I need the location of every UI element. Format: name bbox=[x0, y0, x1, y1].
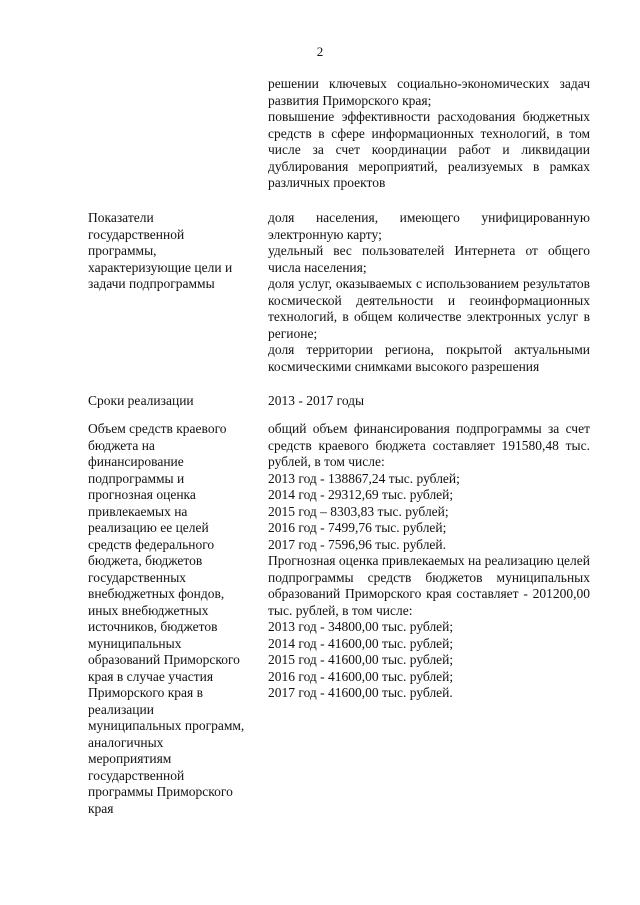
regional-year-2013: 2013 год - 138867,24 тыс. рублей; bbox=[268, 470, 460, 486]
regional-year-2016: 2016 год - 7499,76 тыс. рублей; bbox=[268, 520, 447, 535]
funding-label-line: программы Приморского bbox=[88, 784, 233, 799]
funding-details bbox=[268, 421, 590, 702]
regional-year-2014: 2014 год - 29312,69 тыс. рублей; bbox=[268, 487, 454, 502]
indicators-label-line: государственной bbox=[88, 226, 185, 242]
funding-label-line: Объем средств краевого bbox=[88, 421, 227, 436]
municipal-year-2015: 2015 год - 41600,00 тыс. рублей; bbox=[268, 652, 454, 667]
indicator-item: доля населения, имеющего унифицированную электронную карту; bbox=[268, 210, 590, 242]
funding-label-line: реализации bbox=[88, 701, 154, 717]
intro-line-1: решении ключевых социально-экономических задач развития Приморского края; bbox=[268, 76, 590, 108]
funding-label-line: Приморского края в bbox=[88, 685, 203, 700]
funding-label-line: края bbox=[88, 800, 114, 816]
funding-label-line: государственных bbox=[88, 569, 187, 585]
funding-label-line: источников, бюджетов bbox=[88, 619, 218, 634]
indicators-label-line: программы, bbox=[88, 243, 157, 258]
funding-label bbox=[88, 421, 264, 817]
funding-label-line: мероприятиям bbox=[88, 751, 172, 766]
funding-label-line: бюджета, бюджетов bbox=[88, 553, 203, 568]
municipal-funding-intro: Прогнозная оценка привлекаемых на реализацию целей подпрограммы средств бюджетов муниципальных образований Приморского края составляет - 201200,00 тыс. рублей, в том числе: bbox=[268, 553, 590, 618]
funding-label-line: иных внебюджетных bbox=[88, 602, 209, 618]
municipal-year-2016: 2016 год - 41600,00 тыс. рублей; bbox=[268, 668, 454, 684]
funding-label-line: аналогичных bbox=[88, 734, 164, 750]
indicators-label-line: Показатели bbox=[88, 210, 154, 225]
municipal-year-2014: 2014 год - 41600,00 тыс. рублей; bbox=[268, 635, 454, 651]
funding-label-line: края в случае участия bbox=[88, 668, 214, 684]
indicator-item: доля территории региона, покрытой актуальными космическими снимками высокого разрешения bbox=[268, 342, 590, 374]
funding-label-line: образований Приморского bbox=[88, 652, 240, 667]
indicators-label-line: характеризующие цели и bbox=[88, 259, 233, 275]
funding-label-line: прогнозная оценка bbox=[88, 487, 196, 502]
funding-label-line: государственной bbox=[88, 767, 185, 783]
funding-label-line: бюджета на bbox=[88, 437, 155, 453]
funding-label-line: привлекаемых на bbox=[88, 503, 188, 519]
funding-label-line: муниципальных программ, bbox=[88, 718, 245, 733]
indicators-label-line: задачи подпрограммы bbox=[88, 276, 215, 291]
intro-line-2: повышение эффективности расходования бюджетных средств в сфере информационных технологий, в том числе за счет координации работ и ликвидации дублирования мероприятий, реализуемых в рамках различных проектов bbox=[268, 109, 590, 190]
indicator-item: доля услуг, оказываемых с использованием результатов космической деятельности и геоинформационных технологий, в общем количестве электронных услуг в регионе; bbox=[268, 276, 590, 341]
indicators-label bbox=[88, 210, 264, 293]
funding-label-line: муниципальных bbox=[88, 635, 182, 651]
municipal-year-2013: 2013 год - 34800,00 тыс. рублей; bbox=[268, 619, 454, 634]
regional-funding-intro: общий объем финансирования подпрограммы за счет средств краевого бюджета составляет 191580,48 тыс. рублей, в том числе: bbox=[268, 421, 590, 469]
terms-value: 2013 - 2017 годы bbox=[268, 393, 365, 408]
terms-label: Сроки реализации bbox=[88, 393, 194, 408]
indicator-item: удельный вес пользователей Интернета от общего числа населения; bbox=[268, 243, 590, 275]
indicators-list bbox=[268, 210, 590, 375]
funding-label-line: внебюджетных фондов, bbox=[88, 586, 225, 601]
regional-year-2017: 2017 год - 7596,96 тыс. рублей. bbox=[268, 536, 447, 552]
funding-label-line: средств федерального bbox=[88, 536, 215, 552]
intro-text bbox=[268, 76, 590, 192]
page-number: 2 bbox=[316, 44, 324, 59]
municipal-year-2017: 2017 год - 41600,00 тыс. рублей. bbox=[268, 685, 453, 700]
funding-label-line: реализацию ее целей bbox=[88, 520, 209, 535]
funding-label-line: подпрограммы и bbox=[88, 470, 185, 486]
regional-year-2015: 2015 год – 8303,83 тыс. рублей; bbox=[268, 503, 449, 519]
funding-label-line: финансирование bbox=[88, 454, 184, 469]
